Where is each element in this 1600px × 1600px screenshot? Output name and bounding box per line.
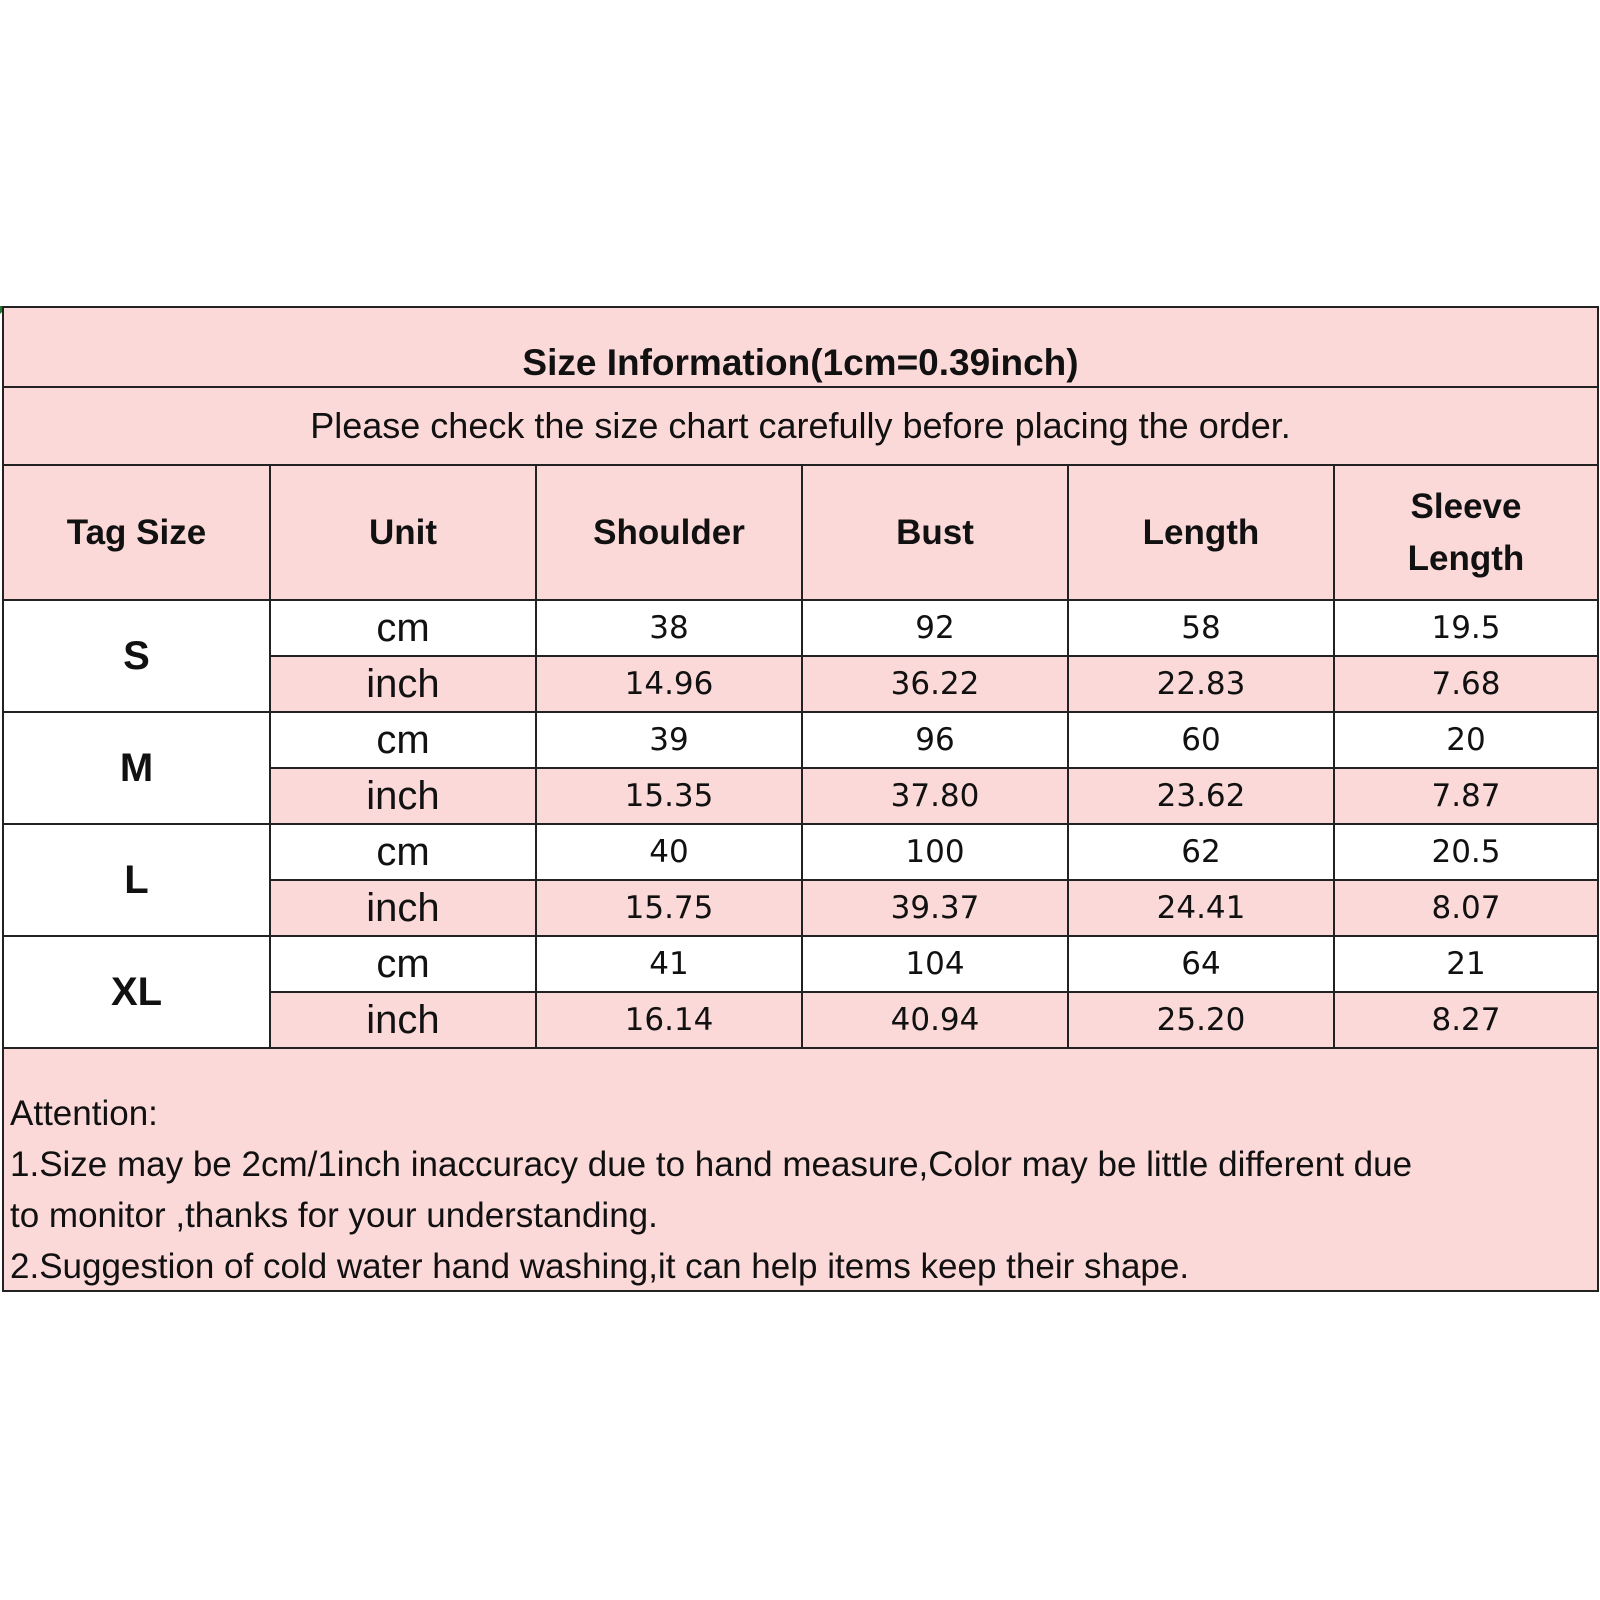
size-table xyxy=(4,466,1597,1049)
table-row xyxy=(4,712,1597,768)
measurement-cell: 15.35 xyxy=(536,768,802,824)
header-length: Length xyxy=(1068,466,1334,600)
tag-size-cell: L xyxy=(4,824,270,936)
measurement-cell: 41 xyxy=(536,936,802,992)
measurement-cell: 16.14 xyxy=(536,992,802,1048)
table-header-row xyxy=(4,466,1597,600)
measurement-cell: 8.07 xyxy=(1334,880,1597,936)
attention-heading: Attention: xyxy=(10,1094,158,1133)
measurement-cell: 24.41 xyxy=(1068,880,1334,936)
measurement-cell: 62 xyxy=(1068,824,1334,880)
measurement-cell: 7.87 xyxy=(1334,768,1597,824)
measurement-cell: 58 xyxy=(1068,600,1334,656)
measurement-cell: 19.5 xyxy=(1334,600,1597,656)
attention-line-2: to monitor ,thanks for your understanding. xyxy=(10,1196,658,1235)
measurement-cell: 37.80 xyxy=(802,768,1068,824)
unit-cell: cm xyxy=(270,824,536,880)
unit-cell: inch xyxy=(270,656,536,712)
header-sleeve-length: Sleeve Length xyxy=(1334,466,1597,600)
attention-line-3: 2.Suggestion of cold water hand washing,it can help items keep their shape. xyxy=(10,1247,1190,1286)
measurement-cell: 23.62 xyxy=(1068,768,1334,824)
measurement-cell: 36.22 xyxy=(802,656,1068,712)
unit-cell: inch xyxy=(270,768,536,824)
tag-size-cell: M xyxy=(4,712,270,824)
measurement-cell: 25.20 xyxy=(1068,992,1334,1048)
measurement-cell: 64 xyxy=(1068,936,1334,992)
tag-size-cell: XL xyxy=(4,936,270,1048)
measurement-cell: 40.94 xyxy=(802,992,1068,1048)
unit-cell: inch xyxy=(270,880,536,936)
unit-cell: cm xyxy=(270,712,536,768)
measurement-cell: 21 xyxy=(1334,936,1597,992)
table-row xyxy=(4,936,1597,992)
measurement-cell: 60 xyxy=(1068,712,1334,768)
measurement-cell: 20 xyxy=(1334,712,1597,768)
order-notice: Please check the size chart carefully before placing the order. xyxy=(4,388,1597,466)
attention-line-1: 1.Size may be 2cm/1inch inaccuracy due to hand measure,Color may be little different due xyxy=(10,1145,1413,1184)
measurement-cell: 39.37 xyxy=(802,880,1068,936)
measurement-cell: 7.68 xyxy=(1334,656,1597,712)
table-row xyxy=(4,824,1597,880)
unit-cell: cm xyxy=(270,600,536,656)
header-bust: Bust xyxy=(802,466,1068,600)
measurement-cell: 20.5 xyxy=(1334,824,1597,880)
measurement-cell: 8.27 xyxy=(1334,992,1597,1048)
measurement-cell: 104 xyxy=(802,936,1068,992)
chart-title: Size Information(1cm=0.39inch) xyxy=(4,308,1597,388)
measurement-cell: 14.96 xyxy=(536,656,802,712)
header-unit: Unit xyxy=(270,466,536,600)
measurement-cell: 40 xyxy=(536,824,802,880)
size-chart-sheet xyxy=(2,306,1599,1292)
measurement-cell: 92 xyxy=(802,600,1068,656)
measurement-cell: 38 xyxy=(536,600,802,656)
header-shoulder: Shoulder xyxy=(536,466,802,600)
table-body xyxy=(4,600,1597,1048)
unit-cell: inch xyxy=(270,992,536,1048)
measurement-cell: 15.75 xyxy=(536,880,802,936)
measurement-cell: 100 xyxy=(802,824,1068,880)
measurement-cell: 22.83 xyxy=(1068,656,1334,712)
measurement-cell: 39 xyxy=(536,712,802,768)
attention-notes xyxy=(10,1088,1590,1292)
tag-size-cell: S xyxy=(4,600,270,712)
unit-cell: cm xyxy=(270,936,536,992)
header-tag-size: Tag Size xyxy=(4,466,270,600)
table-row xyxy=(4,600,1597,656)
measurement-cell: 96 xyxy=(802,712,1068,768)
